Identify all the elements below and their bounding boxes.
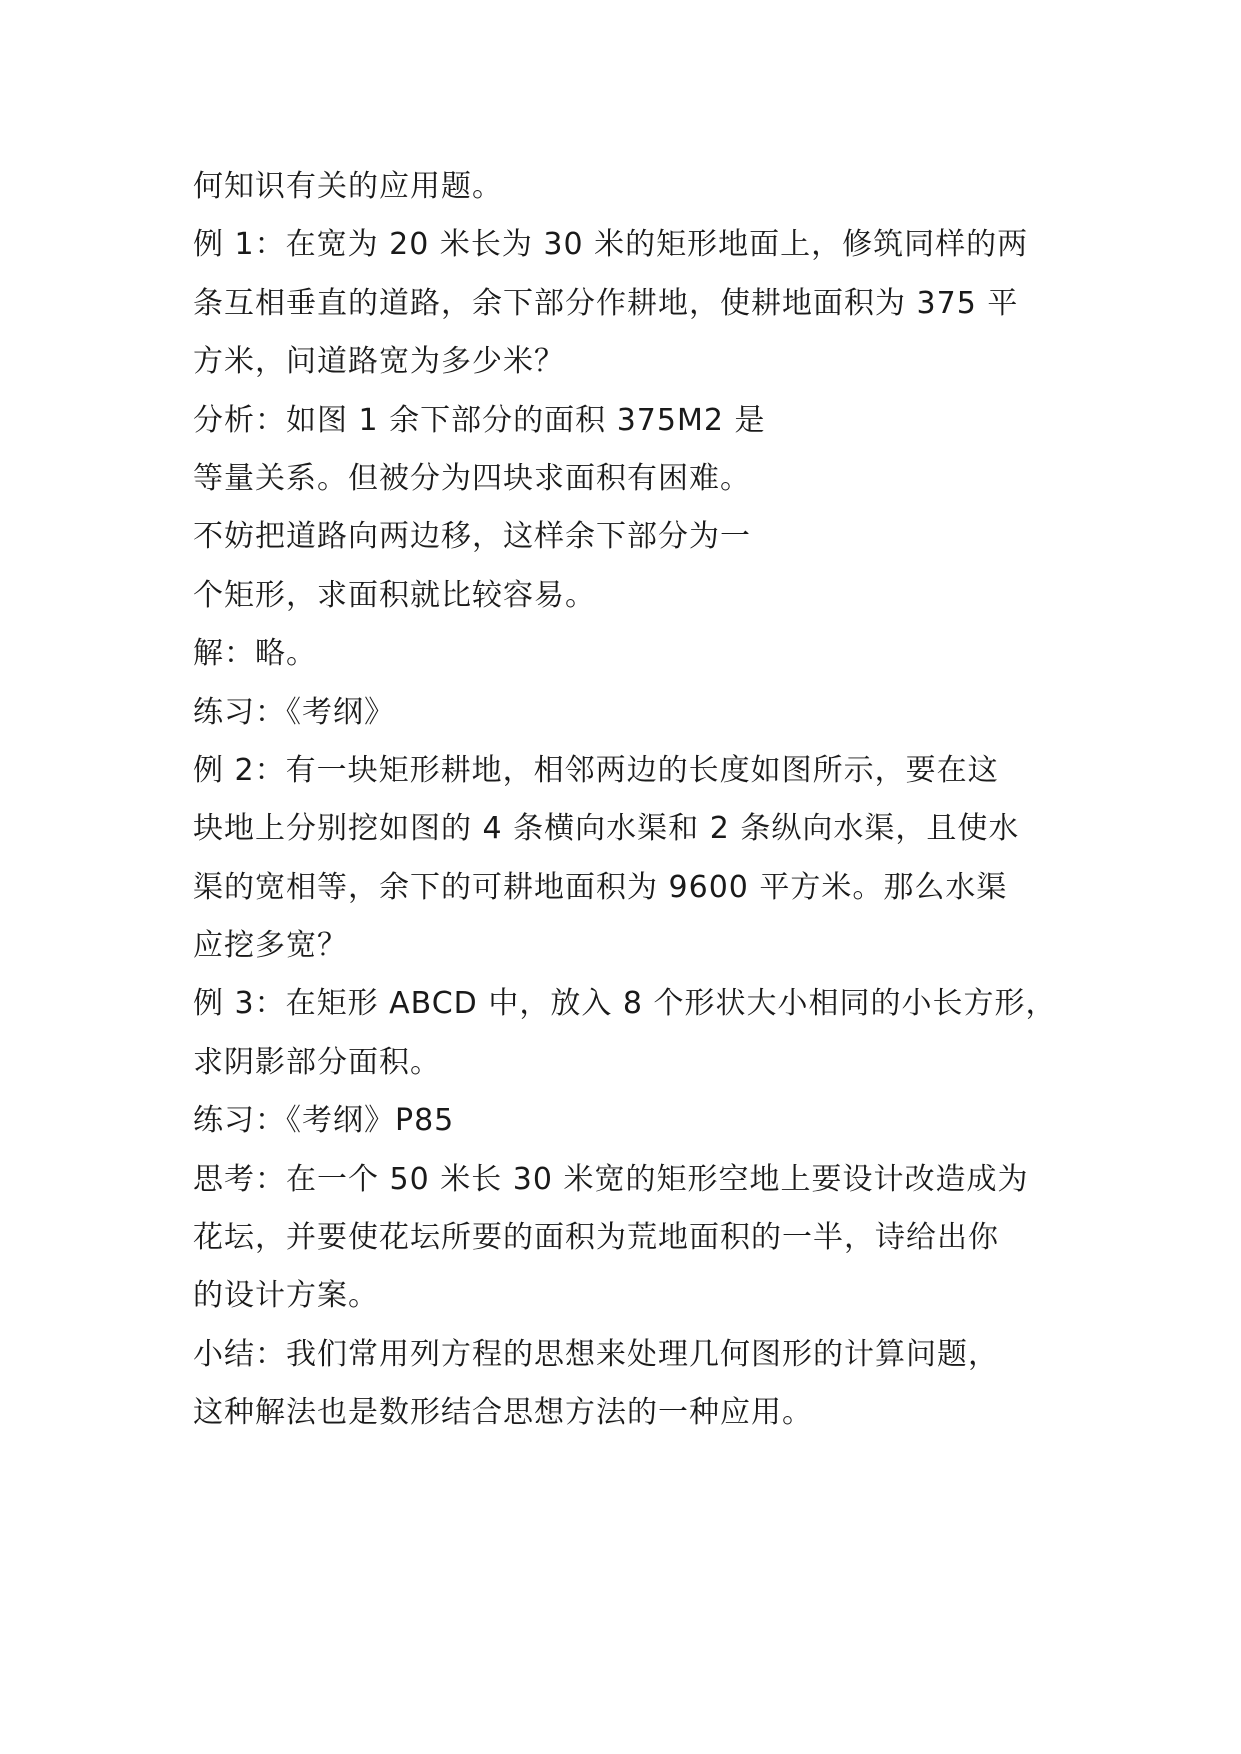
text-line: 块地上分别挖如图的 4 条横向水渠和 2 条纵向水渠，且使水 bbox=[193, 811, 1020, 847]
text-line: 小结：我们常用列方程的思想来处理几何图形的计算问题， bbox=[193, 1336, 999, 1372]
text-line: 例 2：有一块矩形耕地，相邻两边的长度如图所示，要在这 bbox=[193, 752, 999, 788]
text-line: 个矩形，求面积就比较容易。 bbox=[193, 577, 596, 613]
text-line: 花坛，并要使花坛所要的面积为荒地面积的一半，诗给出你 bbox=[193, 1220, 999, 1256]
text-line: 的设计方案。 bbox=[193, 1278, 379, 1314]
text-line: 例 3：在矩形 ABCD 中，放入 8 个形状大小相同的小长方形， bbox=[193, 986, 1057, 1022]
text-line: 例 1：在宽为 20 米长为 30 米的矩形地面上，修筑同样的两 bbox=[193, 227, 1029, 263]
text-line: 条互相垂直的道路，余下部分作耕地，使耕地面积为 375 平 bbox=[193, 285, 1019, 321]
text-line: 渠的宽相等，余下的可耕地面积为 9600 平方米。那么水渠 bbox=[193, 869, 1008, 905]
document-body bbox=[193, 158, 1073, 1443]
text-line: 这种解法也是数形结合思想方法的一种应用。 bbox=[193, 1395, 813, 1431]
text-line: 不妨把道路向两边移，这样余下部分为一 bbox=[193, 519, 751, 555]
text-line: 练习：《考纲》P85 bbox=[193, 1103, 455, 1139]
text-line: 求阴影部分面积。 bbox=[193, 1044, 441, 1080]
text-line: 思考：在一个 50 米长 30 米宽的矩形空地上要设计改造成为 bbox=[193, 1161, 1029, 1197]
text-line: 何知识有关的应用题。 bbox=[193, 169, 503, 204]
text-line: 练习：《考纲》 bbox=[193, 694, 395, 730]
text-line: 解：略。 bbox=[193, 636, 317, 672]
text-line: 分析：如图 1 余下部分的面积 375M2 是 bbox=[193, 402, 766, 438]
text-line: 应挖多宽？ bbox=[193, 928, 348, 964]
text-line: 等量关系。但被分为四块求面积有困难。 bbox=[193, 460, 751, 496]
text-line: 方米，问道路宽为多少米？ bbox=[193, 344, 565, 380]
